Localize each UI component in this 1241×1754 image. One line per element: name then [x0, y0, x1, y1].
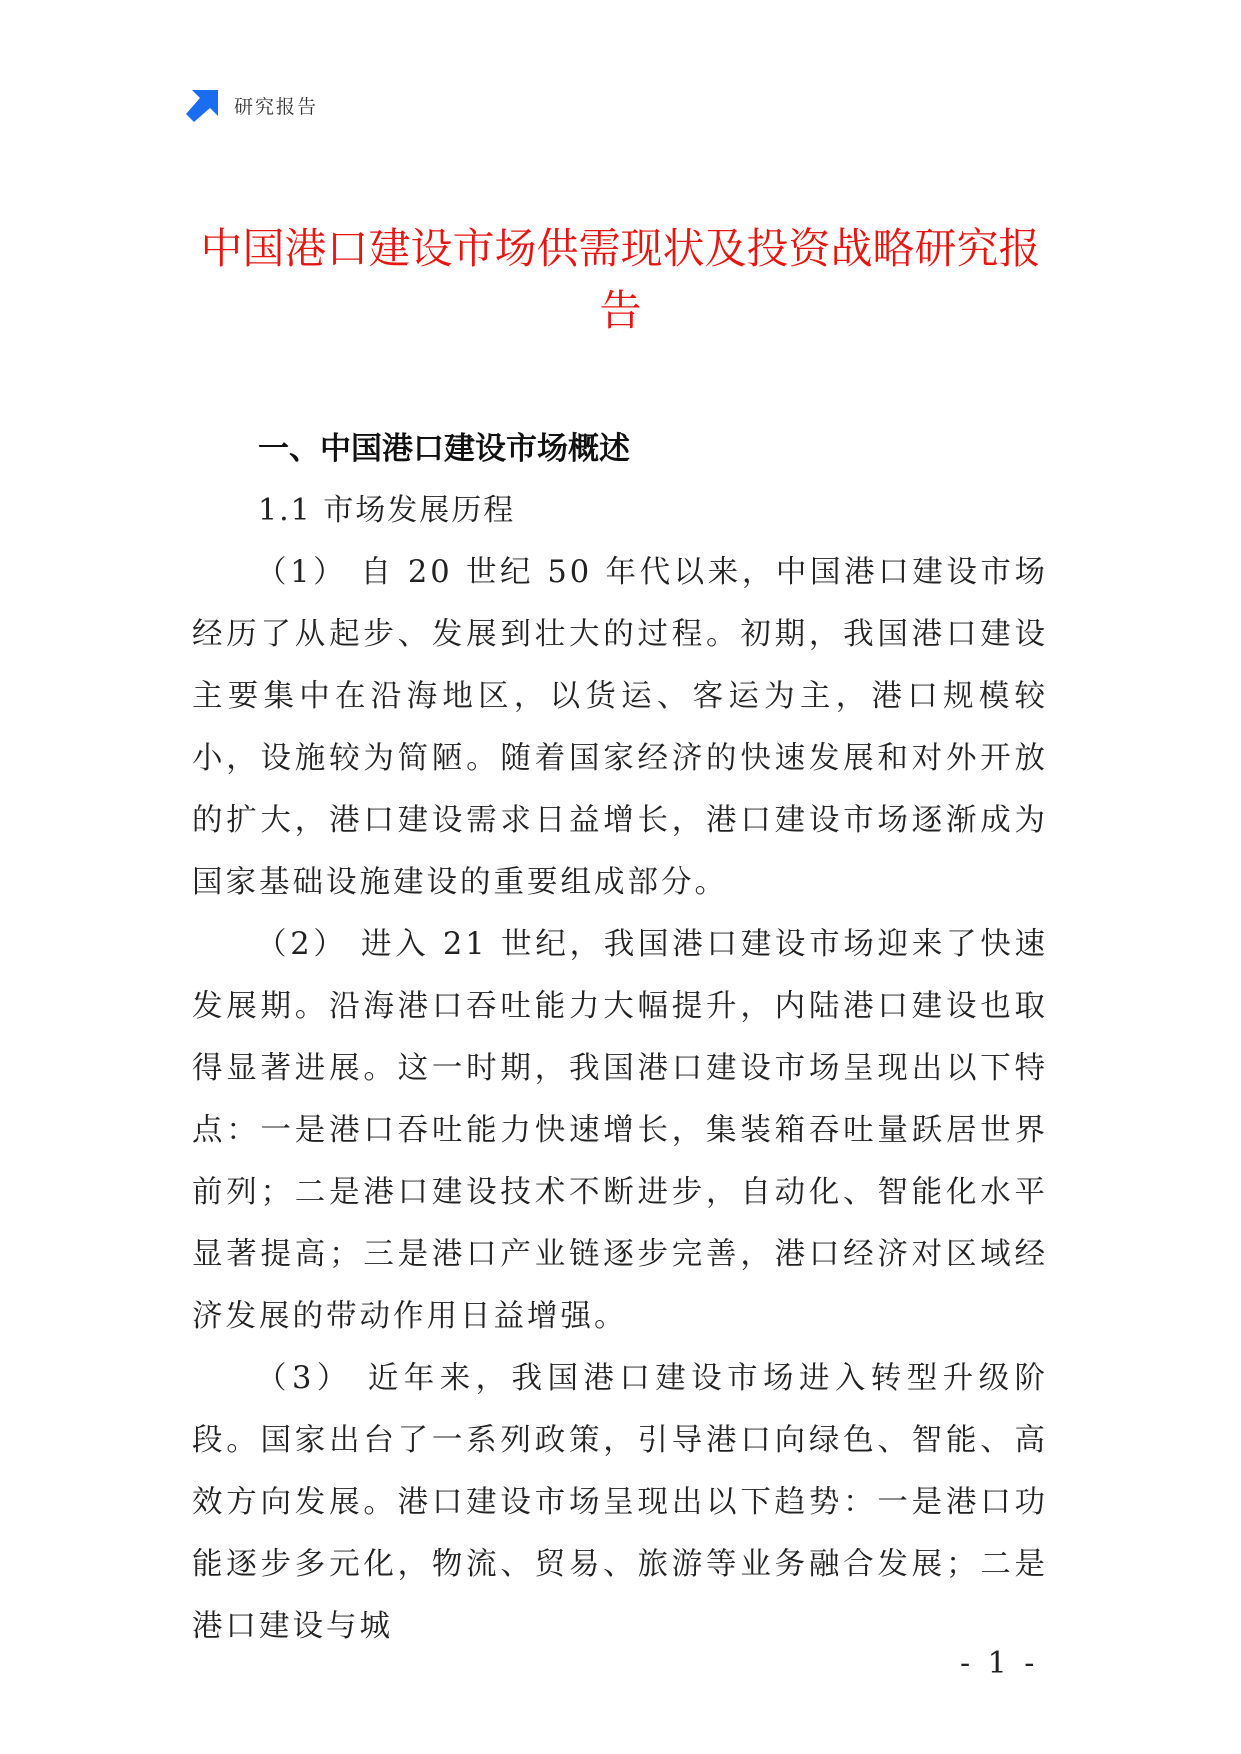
body-paragraph-3: （3） 近年来，我国港口建设市场进入转型升级阶段。国家出台了一系列政策，引导港口向绿色、智能、高效方向发展。港口建设市场呈现出以下趋势：一是港口功能逐步多元化，物流、贸易、旅游等业务融合发展；二是港口建设与城 — [192, 1361, 1048, 1644]
document-body — [192, 418, 1048, 1658]
header-label: 研究报告 — [234, 95, 319, 118]
subsection-heading: 1.1 市场发展历程 — [258, 493, 516, 528]
section-heading: 一、中国港口建设市场概述 — [258, 431, 630, 467]
body-paragraph-2: （2） 进入 21 世纪，我国港口建设市场迎来了快速发展期。沿海港口吞吐能力大幅提升，内陆港口建设也取得显著进展。这一时期，我国港口建设市场呈现出以下特点：一是港口吞吐能力快速增长，集装箱吞吐量跃居世界前列；二是港口建设技术不断进步，自动化、智能化水平显著提高；三是港口产业链逐步完善，港口经济对区域经济发展的带动作用日益增强。 — [192, 927, 1048, 1334]
page-number: - 1 - — [960, 1646, 1039, 1681]
report-header — [186, 88, 318, 122]
body-paragraph-1: （1） 自 20 世纪 50 年代以来，中国港口建设市场经历了从起步、发展到壮大的过程。初期，我国港口建设主要集中在沿海地区，以货运、客运为主，港口规模较小，设施较为简陋。随着国家经济的快速发展和对外开放的扩大，港口建设需求日益增长，港口建设市场逐渐成为国家基础设施建设的重要组成部分。 — [192, 555, 1048, 900]
document-title: 中国港口建设市场供需现状及投资战略研究报告 — [200, 224, 1041, 335]
arrow-up-right-icon — [186, 88, 220, 122]
